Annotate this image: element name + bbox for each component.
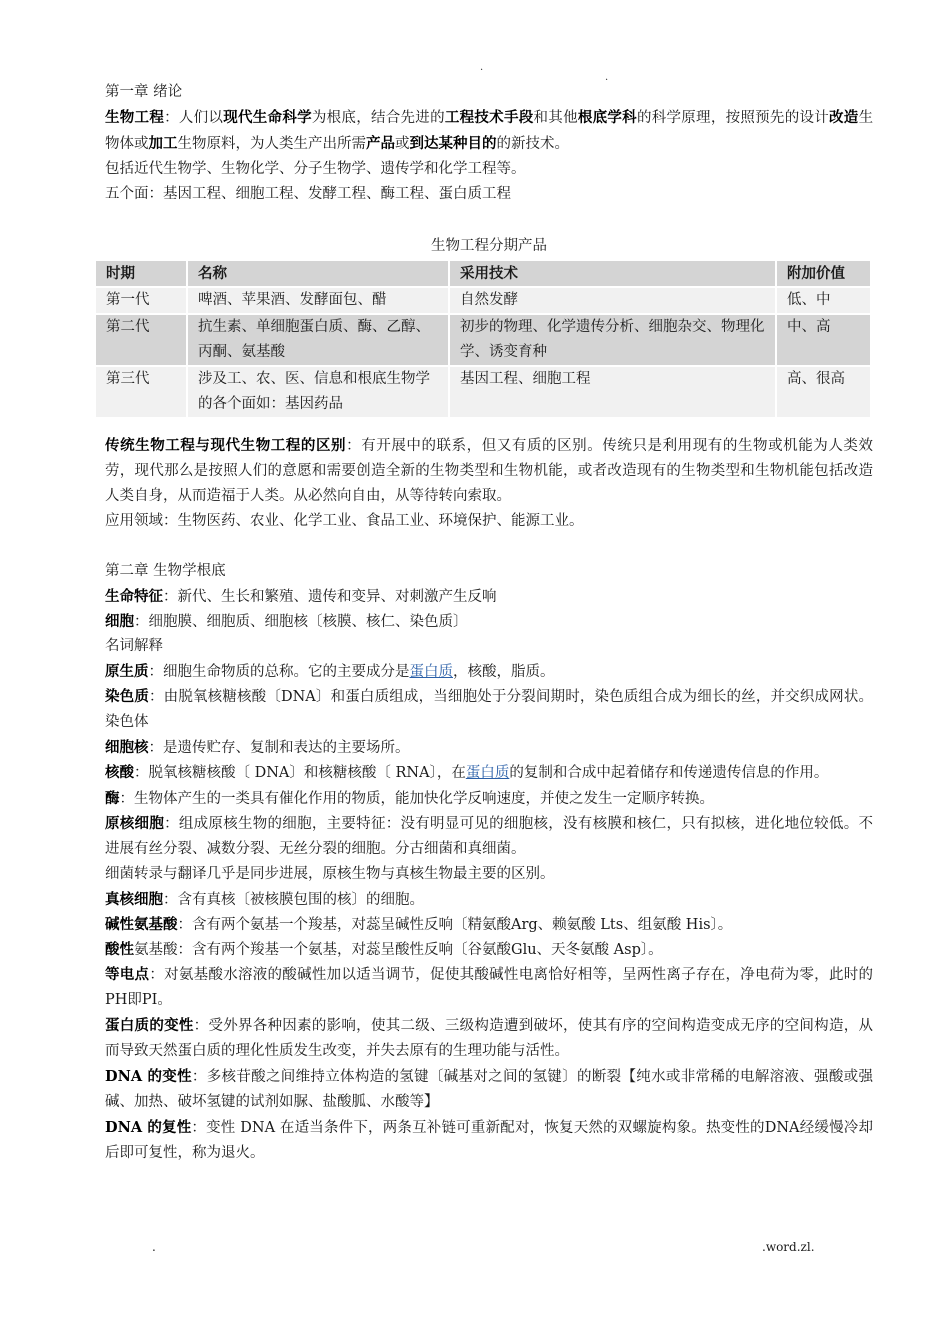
term-bioengineering: 生物工程 [105, 109, 165, 126]
term-life-features: 生命特征 [105, 588, 163, 605]
term-eukaryote: 真核细胞 [105, 891, 163, 908]
def-text: 和其他 [533, 110, 578, 126]
bioengineering-definition [105, 105, 873, 157]
term-dna-renaturation: DNA 的复性 [105, 1119, 192, 1136]
dna-denaturation-entry [105, 1064, 873, 1115]
isoelectric-text: ：对氨基酸水溶液的酸碱性加以适当调节，促使其酸碱性电离恰好相等，呈两性离子存在，净电荷为零，此时的PH即PI。 [105, 967, 874, 1008]
five-areas-line: 五个面：基因工程、细胞工程、发酵工程、酶工程、蛋白质工程 [105, 186, 511, 202]
protoplasm-entry [105, 659, 873, 684]
table-cell: 第二代 [96, 315, 186, 365]
dna-denaturation-text: ：多核苷酸之间维持立体构造的氢键〔碱基对之间的氢键〕的断裂【纯水或非常稀的电解溶液、强酸或强碱、加热、破坏氢键的试剂如脲、盐酸胍、水酸等】 [105, 1069, 873, 1110]
term-protein-denaturation: 蛋白质的变性 [105, 1017, 194, 1034]
generations-table [94, 259, 872, 419]
term-nucleic-acid: 核酸 [105, 764, 134, 781]
def-text: 的科学原理，按照预先的设计 [636, 110, 830, 126]
table-title: 生物工程分期产品 [431, 238, 547, 254]
acidic-amino-acid-entry [105, 937, 873, 962]
chapter-2-title: 第二章 生物学根底 [105, 563, 226, 579]
basic-amino-acid-entry [105, 912, 873, 937]
nucleus-entry [105, 735, 873, 760]
basic-amino-acid-text: ：含有两个氨基一个羧基，对蕊呈碱性反响〔精氨酸Arg、赖氨酸 Lts、组氨酸 His〕。 [177, 917, 733, 933]
def-text: 的新技术。 [496, 136, 569, 152]
prokaryote-entry [105, 811, 873, 862]
protoplasm-text: ：细胞生命物质的总称。它的主要成分是 [148, 664, 410, 680]
difference-paragraph [105, 433, 873, 509]
protein-link[interactable]: 蛋白质 [465, 765, 510, 781]
def-bold: 加工 [148, 135, 178, 152]
def-bold: 工程技术手段 [444, 109, 534, 126]
protoplasm-text: ，核酸，脂质。 [453, 664, 555, 680]
dna-renaturation-text: ：变性 DNA 在适当条件下，两条互补链可重新配对，恢复天然的双螺旋构象。热变性的DNA经缓慢冷却后即可复性，称为退火。 [105, 1120, 873, 1161]
header-mark-right: . [605, 72, 609, 83]
header-mark-left: . [480, 62, 484, 73]
acidic-amino-acid-text: 氨基酸：含有两个羧基一个氨基，对蕊呈酸性反响〔谷氨酸Glu、天冬氨酸 Asp〕。 [134, 942, 663, 958]
table-cell: 中、高 [777, 315, 870, 365]
term-enzyme: 酶 [105, 790, 120, 807]
term-chromatin: 染色质 [105, 688, 149, 705]
table-header-row [96, 261, 870, 286]
def-text: 生物体或 [105, 110, 874, 152]
table-cell: 第三代 [96, 367, 186, 417]
life-features-text: ：新代、生长和繁殖、遗传和变异、对刺激产生反响 [163, 589, 497, 605]
table-cell: 涉及工、农、医、信息和根底生物学的各个面如：基因药品 [188, 367, 448, 417]
term-acidic: 酸性 [105, 941, 134, 958]
term-basic-amino-acid: 碱性氨基酸 [105, 916, 178, 933]
chromatin-text: ：由脱氧核糖核酸〔DNA〕和蛋白质组成，当细胞处于分裂间期时，染色质组合成为细长的丝，并交织成网状。染色体 [105, 689, 874, 730]
table-cell: 第一代 [96, 288, 186, 313]
isoelectric-entry [105, 962, 873, 1013]
table-cell: 啤酒、苹果酒、发酵面包、醋 [188, 288, 448, 313]
term-nucleus: 细胞核 [105, 739, 149, 756]
difference-text: ：有开展中的联系，但又有质的区别。传统只是利用现有的生物或机能为人类效劳，现代那么是按照人们的意愿和需要创造全新的生物类型和生物机能，或者改造现有的生物类型和生物机能包括改造人类自身，从而造福于人类。从必然向自由，从等待转向索取。 [105, 438, 874, 504]
nucleus-text: ：是遗传贮存、复制和表达的主要场所。 [148, 740, 410, 756]
def-bold: 产品 [366, 135, 395, 152]
col-header-value: 附加价值 [777, 261, 870, 286]
term-dna-denaturation: DNA 的变性 [105, 1068, 192, 1085]
application-fields: 应用领域：生物医药、农业、化学工业、食品工业、环境保护、能源工业。 [105, 513, 584, 529]
col-header-name: 名称 [188, 261, 448, 286]
table-row [96, 288, 870, 313]
def-bold: 改造 [829, 109, 859, 126]
table-cell: 基因工程、细胞工程 [450, 367, 775, 417]
def-bold: 根底学科 [577, 109, 637, 126]
def-bold: 现代生命科学 [223, 109, 312, 126]
eukaryote-entry [105, 887, 873, 912]
term-protoplasm: 原生质 [105, 663, 149, 680]
includes-line: 包括近代生物学、生物化学、分子生物学、遗传学和化学工程等。 [105, 161, 526, 177]
enzyme-text: ：生物体产生的一类具有催化作用的物质，能加快化学反响速度，并使之发生一定顺序转换。 [119, 791, 714, 807]
enzyme-entry [105, 786, 873, 811]
table-cell: 高、很高 [777, 367, 870, 417]
table-cell: 自然发酵 [450, 288, 775, 313]
prokaryote-text: ：组成原核生物的细胞，主要特征：没有明显可见的细胞核，没有核膜和核仁，只有拟核，进化地位较低。不进展有丝分裂、减数分裂、无丝分裂的细胞。分古细菌和真细菌。 [105, 816, 874, 857]
term-prokaryote: 原核细胞 [105, 815, 165, 832]
table-cell: 抗生素、单细胞蛋白质、酶、乙醇、丙酮、氨基酸 [188, 315, 448, 365]
def-text: 或 [395, 136, 410, 152]
footer-right-mark: .word.zl. [762, 1240, 815, 1254]
cell-structure [105, 609, 873, 634]
table-row [96, 367, 870, 417]
term-isoelectric-point: 等电点 [105, 966, 150, 983]
def-bold: 到达某种目的 [409, 135, 497, 152]
footer-left-mark: . [152, 1240, 156, 1254]
dna-renaturation-entry [105, 1115, 873, 1166]
nucleic-acid-text: ：脱氧核糖核酸〔 DNA〕和核糖核酸〔 RNA〕，在 [134, 765, 466, 781]
protein-link[interactable]: 蛋白质 [409, 664, 453, 680]
eukaryote-text: ：含有真核〔被核膜包围的核〕的细胞。 [163, 892, 424, 908]
document-body [105, 80, 873, 1166]
term-difference: 传统生物工程与现代生物工程的区别 [105, 437, 347, 454]
nucleic-acid-text: 的复制和合成中起着储存和传递遗传信息的作用。 [509, 765, 829, 781]
col-header-period: 时期 [96, 261, 186, 286]
chapter-1-title: 第一章 绪论 [105, 84, 183, 100]
def-text: 为根底，结合先进的 [311, 110, 445, 126]
def-text: ：人们以 [164, 110, 224, 126]
cell-text: ：细胞膜、细胞质、细胞核〔核膜、核仁、染色质〕 [134, 614, 468, 630]
protein-denaturation-entry [105, 1013, 873, 1064]
bacteria-note: 细菌转录与翻译几乎是同步进展，原核生物与真核生物最主要的区别。 [105, 866, 555, 882]
protein-denaturation-text: ：受外界各种因素的影响，使其二级、三级构造遭到破坏，使其有序的空间构造变成无序的空间构造，从而导致天然蛋白质的理化性质发生改变，并失去原有的生理功能与活性。 [105, 1018, 874, 1059]
life-features [105, 584, 873, 609]
table-cell: 低、中 [777, 288, 870, 313]
table-row [96, 315, 870, 365]
col-header-technology: 采用技术 [450, 261, 775, 286]
nucleic-acid-entry [105, 760, 873, 786]
term-cell: 细胞 [105, 613, 134, 630]
table-cell: 初步的物理、化学遗传分析、细胞杂交、物理化学、诱变育种 [450, 315, 775, 365]
chromatin-entry [105, 684, 873, 735]
def-text: 生物原料，为人类生产出所需 [177, 136, 366, 152]
glossary-heading: 名词解释 [105, 638, 163, 654]
